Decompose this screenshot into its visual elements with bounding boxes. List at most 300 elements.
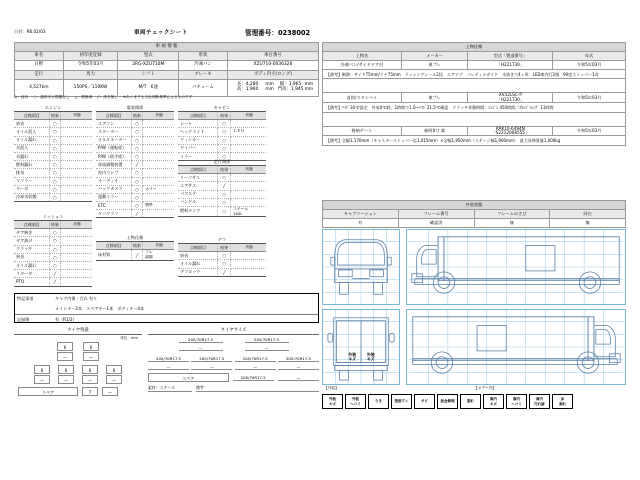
check-note-value: 標準	[143, 202, 174, 210]
notes-text-2: メインキー2本 スペアキー1本 ボディキー4本	[55, 306, 145, 311]
check-result-value[interactable]: ○	[218, 190, 231, 198]
check-table-joubutsu	[96, 241, 174, 261]
table-row	[323, 61, 626, 70]
check-result-value[interactable]: ○	[131, 202, 143, 210]
col-header-shape: 形状	[179, 52, 228, 61]
check-note-value: カラー	[143, 185, 174, 193]
check-item-label: オイル漏れ	[178, 260, 218, 268]
dim-door-height: 門高：1,945	[277, 87, 304, 92]
tire-front-sub-row	[14, 352, 142, 361]
check-result-value[interactable]: ╱	[49, 270, 61, 278]
tire-material-row	[148, 385, 319, 392]
check-result-value[interactable]: ○	[49, 177, 61, 185]
check-table-mission	[14, 220, 92, 287]
check-block-running	[178, 158, 266, 217]
check-row	[96, 193, 174, 201]
table-row	[323, 103, 626, 112]
mark-left-line1: 外装	[348, 351, 357, 357]
spec-spacer	[323, 79, 626, 93]
spec-spacer	[323, 112, 626, 126]
check-note-value	[143, 169, 174, 177]
check-col-header-res: 結果	[218, 244, 231, 252]
tire-remaining-unit: 単位：mm	[120, 336, 138, 340]
check-result-value[interactable]: ○	[49, 229, 61, 237]
tire-size-value: 205/70R17.5	[191, 356, 232, 362]
check-item-label: 車高調整装置	[96, 161, 131, 169]
diagram-front-view[interactable]	[322, 229, 400, 305]
check-row	[96, 202, 174, 210]
check-row	[178, 136, 266, 144]
check-col-header-res: 結果	[218, 166, 231, 174]
table-row	[323, 70, 626, 79]
legend-swatch	[322, 394, 343, 409]
check-result-value[interactable]: ╱	[131, 161, 143, 169]
check-col-header-res: 結果	[131, 242, 143, 250]
check-item-label: ハンドル	[178, 198, 218, 206]
legend-group-exterior: 【外装】	[324, 386, 339, 390]
check-item-label: リターダ	[14, 270, 49, 278]
check-note-value	[61, 169, 92, 177]
check-result-value[interactable]: ○	[131, 128, 143, 136]
tire-cell: 6	[58, 365, 74, 374]
check-row	[178, 260, 266, 268]
vehicle-info-band: 車 両 情 報	[15, 43, 319, 52]
legend-swatch	[437, 394, 458, 409]
check-result-value[interactable]: ○	[131, 144, 143, 152]
check-note-value	[143, 144, 174, 152]
check-item-label: オイル漏れ	[14, 136, 49, 144]
check-row	[14, 161, 92, 169]
check-row	[178, 128, 266, 136]
check-item-label: 異音	[14, 120, 49, 128]
check-row	[14, 120, 92, 128]
check-note-value	[143, 120, 174, 128]
tire-cell: —	[34, 375, 50, 384]
value-chassis-no: XZU710-0036328	[227, 61, 318, 71]
check-row	[178, 198, 266, 206]
check-item-label: ウィンカー	[178, 136, 218, 144]
value-shift: M/T 6速	[118, 80, 179, 97]
table-row	[323, 136, 626, 145]
check-result-value[interactable]: ○	[49, 261, 61, 269]
check-col-header-res: 結果	[218, 112, 231, 120]
check-block-mission	[14, 213, 92, 287]
check-note-value	[231, 198, 266, 206]
check-item-label: ターボ	[14, 185, 49, 193]
tire-size-value: 205/70R17.5	[235, 356, 276, 362]
check-item-label: ギア抜け	[14, 237, 49, 245]
check-caption-electrical: 電装関係	[126, 105, 144, 110]
ext-value-cab-caution: 有	[323, 219, 399, 228]
check-note-value	[231, 136, 266, 144]
check-caption-mission: ミッション	[42, 214, 64, 219]
check-result-value[interactable]: ○	[131, 136, 143, 144]
check-col-header-res: 結果	[49, 112, 61, 120]
dim-length: 長：4,280	[236, 82, 259, 88]
tire-size-rear-row	[148, 356, 319, 362]
check-result-value[interactable]: ○	[218, 252, 231, 260]
check-note-value	[61, 144, 92, 152]
check-item-label: シート	[178, 120, 218, 128]
check-result-value[interactable]: ○	[218, 206, 231, 216]
tire-cell: 6	[57, 342, 73, 351]
check-note-value	[61, 185, 92, 193]
table-row	[323, 79, 626, 93]
legend-swatch-line1: 庫内	[536, 397, 543, 402]
check-row	[96, 152, 174, 160]
check-item-label: 水混入	[14, 144, 49, 152]
check-item-label: ヘッドライト	[178, 128, 218, 136]
truck-side-outline	[412, 237, 619, 293]
check-item-label: P/W（運転席）	[96, 144, 131, 152]
ext-col-same-right: 同右	[550, 210, 626, 219]
check-row	[96, 144, 174, 152]
legend-swatch	[345, 394, 366, 409]
check-row	[178, 190, 266, 198]
check-row	[14, 253, 92, 261]
col-header-mileage: 走行	[15, 71, 64, 80]
dim-door-unit: mm	[304, 87, 314, 92]
check-result-value[interactable]: ○	[49, 120, 61, 128]
check-header-row	[178, 112, 266, 120]
check-item-label: 異音	[178, 252, 218, 260]
check-note-value	[231, 174, 266, 182]
check-item-label: クラッチ	[14, 245, 49, 253]
page-title: 車両チェックシート	[134, 30, 188, 36]
legend-swatch-line2: 剥れ	[559, 401, 566, 406]
tire-cell: —	[106, 375, 122, 384]
check-col-header-note: 状態	[143, 242, 174, 250]
table-row	[323, 112, 626, 126]
ext-value-same-right: 無	[550, 219, 626, 228]
check-header-row	[96, 242, 174, 250]
check-row	[178, 120, 266, 128]
check-result-value[interactable]: ○	[49, 185, 61, 193]
check-col-header-note: 状態	[143, 112, 174, 120]
check-result-value[interactable]: ○	[218, 120, 231, 128]
legend-swatch-line1: 庫内	[490, 397, 497, 402]
check-block-electrical	[96, 104, 174, 218]
check-col-header-item: 点検項目	[178, 244, 218, 252]
check-result-value[interactable]: ○	[49, 193, 61, 201]
joubutsu-spec-table	[322, 42, 626, 146]
table-row	[323, 210, 626, 219]
check-result-value[interactable]: ╱	[49, 278, 61, 286]
check-row	[96, 177, 174, 185]
table-row	[323, 93, 626, 103]
check-result-value[interactable]: ○	[218, 174, 231, 182]
tire-material-label: 素材：スチール	[148, 385, 192, 392]
check-result-value[interactable]: ○	[218, 136, 231, 144]
value-mileage: 4,527km	[15, 80, 64, 97]
check-col-header-note: 状態	[231, 112, 266, 120]
tire-cell: —	[57, 352, 73, 361]
check-item-label: PTO	[16, 279, 25, 285]
legend-swatch-line2: 汚れ跡	[534, 401, 545, 406]
tire-cell: —	[83, 352, 99, 361]
check-item-label: オイル漏れ	[14, 261, 49, 269]
check-result-value[interactable]: ○	[49, 245, 61, 253]
diagram-left-side-view[interactable]	[406, 229, 626, 305]
diagram-rear-view[interactable]	[322, 309, 400, 385]
check-item-label: デフロック	[180, 269, 201, 275]
check-caption-diff: デフ	[217, 237, 227, 242]
legend-swatch	[414, 394, 435, 409]
check-result-value[interactable]: ○	[49, 136, 61, 144]
check-block-diff	[178, 236, 266, 277]
table-row	[15, 71, 319, 80]
tire-size-value: —	[191, 364, 232, 370]
check-result-value[interactable]: ○	[131, 169, 143, 177]
check-result-value[interactable]: ○	[218, 152, 231, 160]
check-item-label: バックカメラ	[96, 185, 131, 193]
rear-damage-marks	[348, 352, 374, 362]
dim-height-unit: mm	[265, 87, 274, 92]
check-item-label: ギア鳴き	[14, 229, 49, 237]
dim-length-unit: mm	[265, 82, 274, 88]
value-first-reg: 令和5年03月	[63, 61, 118, 71]
check-item-label: マフラー	[14, 177, 49, 185]
check-note-value	[61, 278, 92, 286]
legend-item-na: ╱：該当無し	[97, 95, 118, 99]
diagram-right-side-view[interactable]	[406, 309, 626, 385]
check-header-row	[96, 112, 174, 120]
legend-swatch	[529, 394, 550, 409]
spec-remark: 【備考】断熱：サイドT5mm/リヤ75mm ラッシングレール2段 エアリブ パレティナガイド 水抜き穴4ヶ所 LED車内灯2個 90度ストッパー1対	[323, 70, 626, 79]
legend-swatch-line1: 外装	[352, 397, 359, 402]
check-note-value	[61, 229, 92, 237]
check-note-value	[231, 268, 266, 276]
spec-model: 「H221T30」	[468, 61, 553, 70]
check-item-label: 異音	[14, 253, 49, 261]
tire-cell: 6	[34, 365, 50, 374]
check-note-value	[231, 144, 266, 152]
check-item-label: エアサス	[178, 182, 218, 190]
col-header-body-dims: ボディ内寸(ロング)	[227, 71, 318, 80]
check-result-value[interactable]: ○	[49, 152, 61, 160]
check-col-header-note: 状態	[61, 221, 92, 229]
damage-diagram-area	[322, 229, 626, 385]
legend-swatch-line1: 塗装ワレ	[394, 399, 409, 404]
tire-cell: 6	[106, 365, 122, 374]
dim-width: 幅：1,965	[279, 82, 302, 88]
value-body-dims	[227, 80, 318, 97]
col-header-brake: ブレーキ	[179, 71, 228, 80]
check-item-label: ワイパー	[178, 144, 218, 152]
tire-size-value: —	[245, 345, 289, 351]
check-table-running	[178, 165, 266, 217]
table-row	[15, 61, 319, 71]
check-block-engine	[14, 104, 92, 202]
check-result-value[interactable]: ○	[49, 253, 61, 261]
check-result-value[interactable]: ○	[131, 177, 143, 185]
legend-item-repair: △：要修理	[74, 95, 93, 99]
spec-col-model: 型式「製造番号」	[468, 52, 553, 61]
exterior-band: 外装状態	[323, 201, 626, 210]
check-result-value[interactable]: ○	[49, 237, 61, 245]
check-result-value[interactable]: ○	[131, 152, 143, 160]
check-item-label: 排気	[14, 169, 49, 177]
check-row	[178, 268, 266, 276]
check-col-header-item: 点検項目	[178, 166, 218, 174]
dim-width-unit: mm	[304, 82, 314, 88]
check-row	[14, 152, 92, 160]
spec-model	[468, 93, 553, 103]
table-row	[15, 80, 319, 97]
mark-left-line2: キズ	[348, 356, 357, 362]
tire-cell: 6	[83, 342, 99, 351]
check-caption-cabin: キャビン	[213, 105, 231, 110]
check-result-value[interactable]: ╱	[218, 182, 231, 190]
check-caption-joubutsu: 上物仕様	[126, 235, 144, 240]
check-row	[96, 210, 174, 218]
tire-spare-value: —	[102, 387, 118, 396]
check-result-value[interactable]: ○	[49, 128, 61, 136]
tire-size-value: —	[278, 364, 319, 370]
ext-col-frame-number: フレーム番号	[398, 210, 474, 219]
check-result-value[interactable]: ╱	[131, 210, 143, 218]
legend-swatch-line1: 割れ	[467, 399, 474, 404]
check-item-label: 燃料漏れ	[14, 161, 49, 169]
check-item-label: 冷却水状態	[16, 194, 37, 200]
mark-right-line1: 外装	[366, 351, 375, 357]
spec-col-name: 上物名	[323, 52, 402, 61]
legend-swatch-line1: うき	[375, 399, 382, 404]
check-result-value[interactable]: ○	[49, 144, 61, 152]
check-note-value	[61, 177, 92, 185]
check-row	[14, 169, 92, 177]
tire-size-spare-value: 205/70R17.5	[233, 375, 274, 381]
check-row	[96, 250, 174, 261]
legend-swatch-line1: 床	[560, 397, 565, 402]
check-result-value[interactable]: ○	[131, 193, 143, 201]
check-block-cabin	[178, 104, 266, 161]
legend-swatch	[552, 394, 573, 409]
check-result-value[interactable]: ╱	[218, 268, 231, 276]
check-row	[96, 185, 174, 193]
check-item-label: 電動ミラー	[96, 193, 131, 201]
legend-item-disclaimer: ※あくまでも当社判断基準によるものです	[122, 95, 193, 99]
check-note-value	[143, 136, 174, 144]
check-col-header-note: 状態	[231, 244, 266, 252]
notes-row-1	[15, 294, 318, 304]
spec-name: 直結/スタンバイ	[323, 93, 402, 103]
check-col-header-item: 点検項目	[14, 112, 49, 120]
value-model-code: 2RG-XZU710M	[118, 61, 179, 71]
check-row	[14, 128, 92, 136]
spec-year: 令和5年03月	[553, 93, 626, 103]
col-header-chassis-no: 車台番号	[227, 52, 318, 61]
check-item-label: 床材質	[98, 252, 111, 258]
spec-maker: 新明和工業	[401, 126, 468, 136]
check-row	[14, 237, 92, 245]
check-note-value	[61, 152, 92, 160]
check-note-value: ＬＥＤ	[231, 128, 266, 136]
issue-date: 日付：R6.02/03	[14, 29, 46, 34]
result-symbol-legend	[14, 95, 319, 100]
legend-swatch-line2: ヘコミ	[511, 401, 522, 406]
tire-size-value: 205/70R17.5	[278, 356, 319, 362]
tire-cell: —	[82, 375, 98, 384]
check-result-value[interactable]: ○	[49, 169, 61, 177]
table-row	[15, 52, 319, 61]
tire-rear-sub-row	[14, 375, 142, 384]
spec-remark: 【備考】全幅1,170mm（キャスターストッパー迄1,015mm）×全幅1,950mm（ステージ幅1,900mm） 最大昇降質量1,000kg	[323, 136, 626, 145]
check-item-label: オイル混入	[14, 128, 49, 136]
check-row	[96, 120, 174, 128]
check-row	[178, 182, 266, 190]
check-row	[178, 144, 266, 152]
notes-box	[14, 293, 319, 323]
table-row	[323, 52, 626, 61]
table-row	[323, 219, 626, 228]
check-row	[14, 177, 92, 185]
spec-model	[468, 126, 553, 136]
spec-maker: 東プレ	[401, 61, 468, 70]
tire-size-spare-label: スペア	[148, 373, 229, 382]
check-header-row	[14, 112, 92, 120]
check-table-electrical	[96, 111, 174, 218]
ext-col-frame-rust: フレームのさび	[474, 210, 550, 219]
check-result-value[interactable]: ○	[218, 128, 231, 136]
check-result-value[interactable]: ╱	[131, 250, 143, 261]
legend-swatch-line2: ヘコミ	[350, 401, 361, 406]
check-item-label: スターター	[96, 128, 131, 136]
check-row	[14, 270, 92, 278]
spec-year: 令和5年03月	[553, 61, 626, 70]
check-row	[14, 245, 92, 253]
check-note-value	[231, 252, 266, 260]
check-result-value[interactable]: ○	[218, 198, 231, 206]
check-item-label: 水漏れ	[14, 152, 49, 160]
legend-swatch	[506, 394, 527, 409]
check-note-value	[61, 161, 92, 169]
check-note-value	[143, 161, 174, 169]
tire-size-front-sub-row	[148, 345, 319, 351]
check-block-joubutsu	[96, 234, 174, 261]
ext-col-cab-caution: キャブコーション	[323, 210, 399, 219]
check-col-header-item: 点検項目	[96, 112, 131, 120]
check-col-header-note: 状態	[231, 166, 266, 174]
check-item-label: タコグラフ	[98, 210, 119, 216]
spec-name: 冷凍バン/サイドドア付	[323, 61, 402, 70]
check-result-value[interactable]: ○	[131, 120, 143, 128]
check-row	[14, 193, 92, 201]
tire-spare-value: 7	[82, 387, 98, 396]
check-row	[14, 261, 92, 269]
check-result-value[interactable]: ○	[131, 185, 143, 193]
check-result-value[interactable]: ○	[218, 260, 231, 268]
check-row	[14, 136, 92, 144]
ext-value-frame-rust: 無	[474, 219, 550, 228]
spec-model-line1: XV32LSC-P	[498, 92, 522, 98]
check-result-value[interactable]: ○	[49, 161, 61, 169]
check-note-value	[61, 128, 92, 136]
legend-group-body-interior: 【ボデー内】	[474, 386, 497, 390]
check-result-value[interactable]: ○	[218, 144, 231, 152]
tire-size-front-row	[148, 337, 319, 343]
spec-model-line1: RAK10-6494N	[495, 125, 525, 131]
value-name: 日野	[15, 61, 64, 71]
check-table-engine	[14, 111, 92, 202]
truck-side-outline	[413, 317, 620, 373]
check-item-label: ミラー	[180, 153, 193, 159]
tire-size-spare-row	[148, 373, 319, 382]
legend-swatch	[483, 394, 504, 409]
check-note-value	[61, 253, 92, 261]
spec-band: 上物仕様	[323, 43, 626, 52]
spec-name: 格納ゲート	[323, 126, 402, 136]
